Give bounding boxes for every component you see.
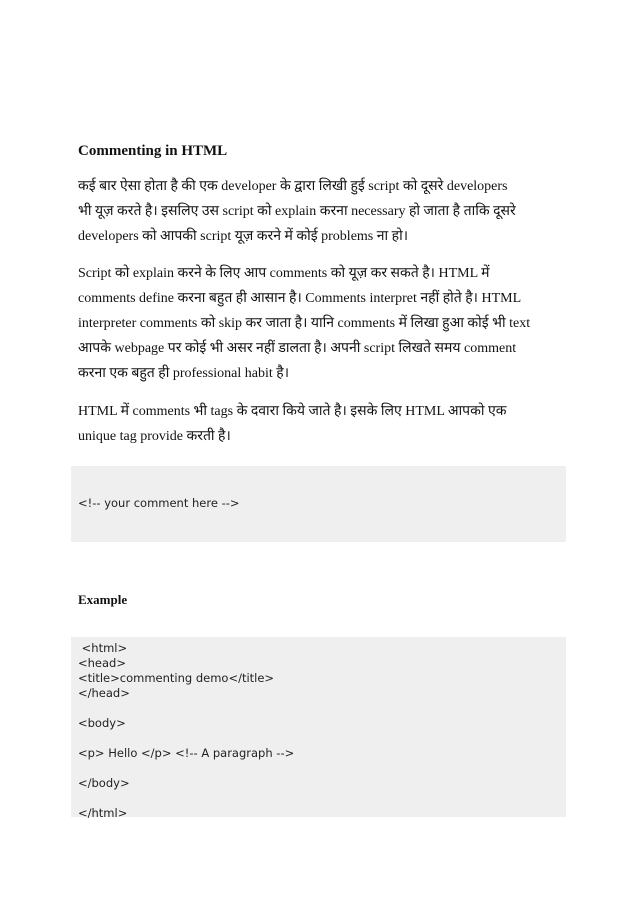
paragraph-line: Script को explain करने के लिए आप comments को यूज़ कर सकते है। HTML में [78, 266, 490, 281]
paragraph-tags [78, 399, 558, 449]
paragraph-line: comments define करना बहुत ही आसान है। Comments interpret नहीं होते है। HTML [78, 291, 522, 306]
paragraph-line: interpreter comments को skip कर जाता है। यानि comments में लिखा हुआ कोई भी text [78, 316, 531, 331]
code-block-syntax [71, 466, 566, 542]
paragraph-line: developers को आपकी script यूज़ करने में कोई problems ना हो। [78, 229, 409, 244]
paragraph-explain [78, 261, 558, 386]
paragraph-line: कई बार ऐसा होता है की एक developer के द्वारा लिखी हुई script को दूसरे developers [78, 179, 508, 194]
paragraph-line: unique tag provide करती है। [78, 429, 231, 444]
paragraph-line: भी यूज़ करते है। इसलिए उस script को explain करना necessary हो जाता है ताकि दूसरे [78, 204, 516, 219]
code-text: <html> <head> <title>commenting demo</title> </head> <body> <p> Hello </p> <!-- A paragraph --> </body> </html> [78, 641, 295, 820]
page-title: Commenting in HTML [78, 143, 228, 159]
paragraph-line: आपके webpage पर कोई भी असर नहीं डालता है। अपनी script लिखते समय comment [78, 341, 517, 356]
paragraph-line: करना एक बहुत ही professional habit है। [78, 366, 289, 381]
paragraph-line: HTML में comments भी tags के दवारा किये जाते है। इसके लिए HTML आपको एक [78, 404, 507, 419]
paragraph-intro [78, 174, 558, 249]
code-text: <!-- your comment here --> [78, 496, 240, 510]
example-heading: Example [78, 592, 128, 607]
code-block-example [71, 637, 566, 820]
